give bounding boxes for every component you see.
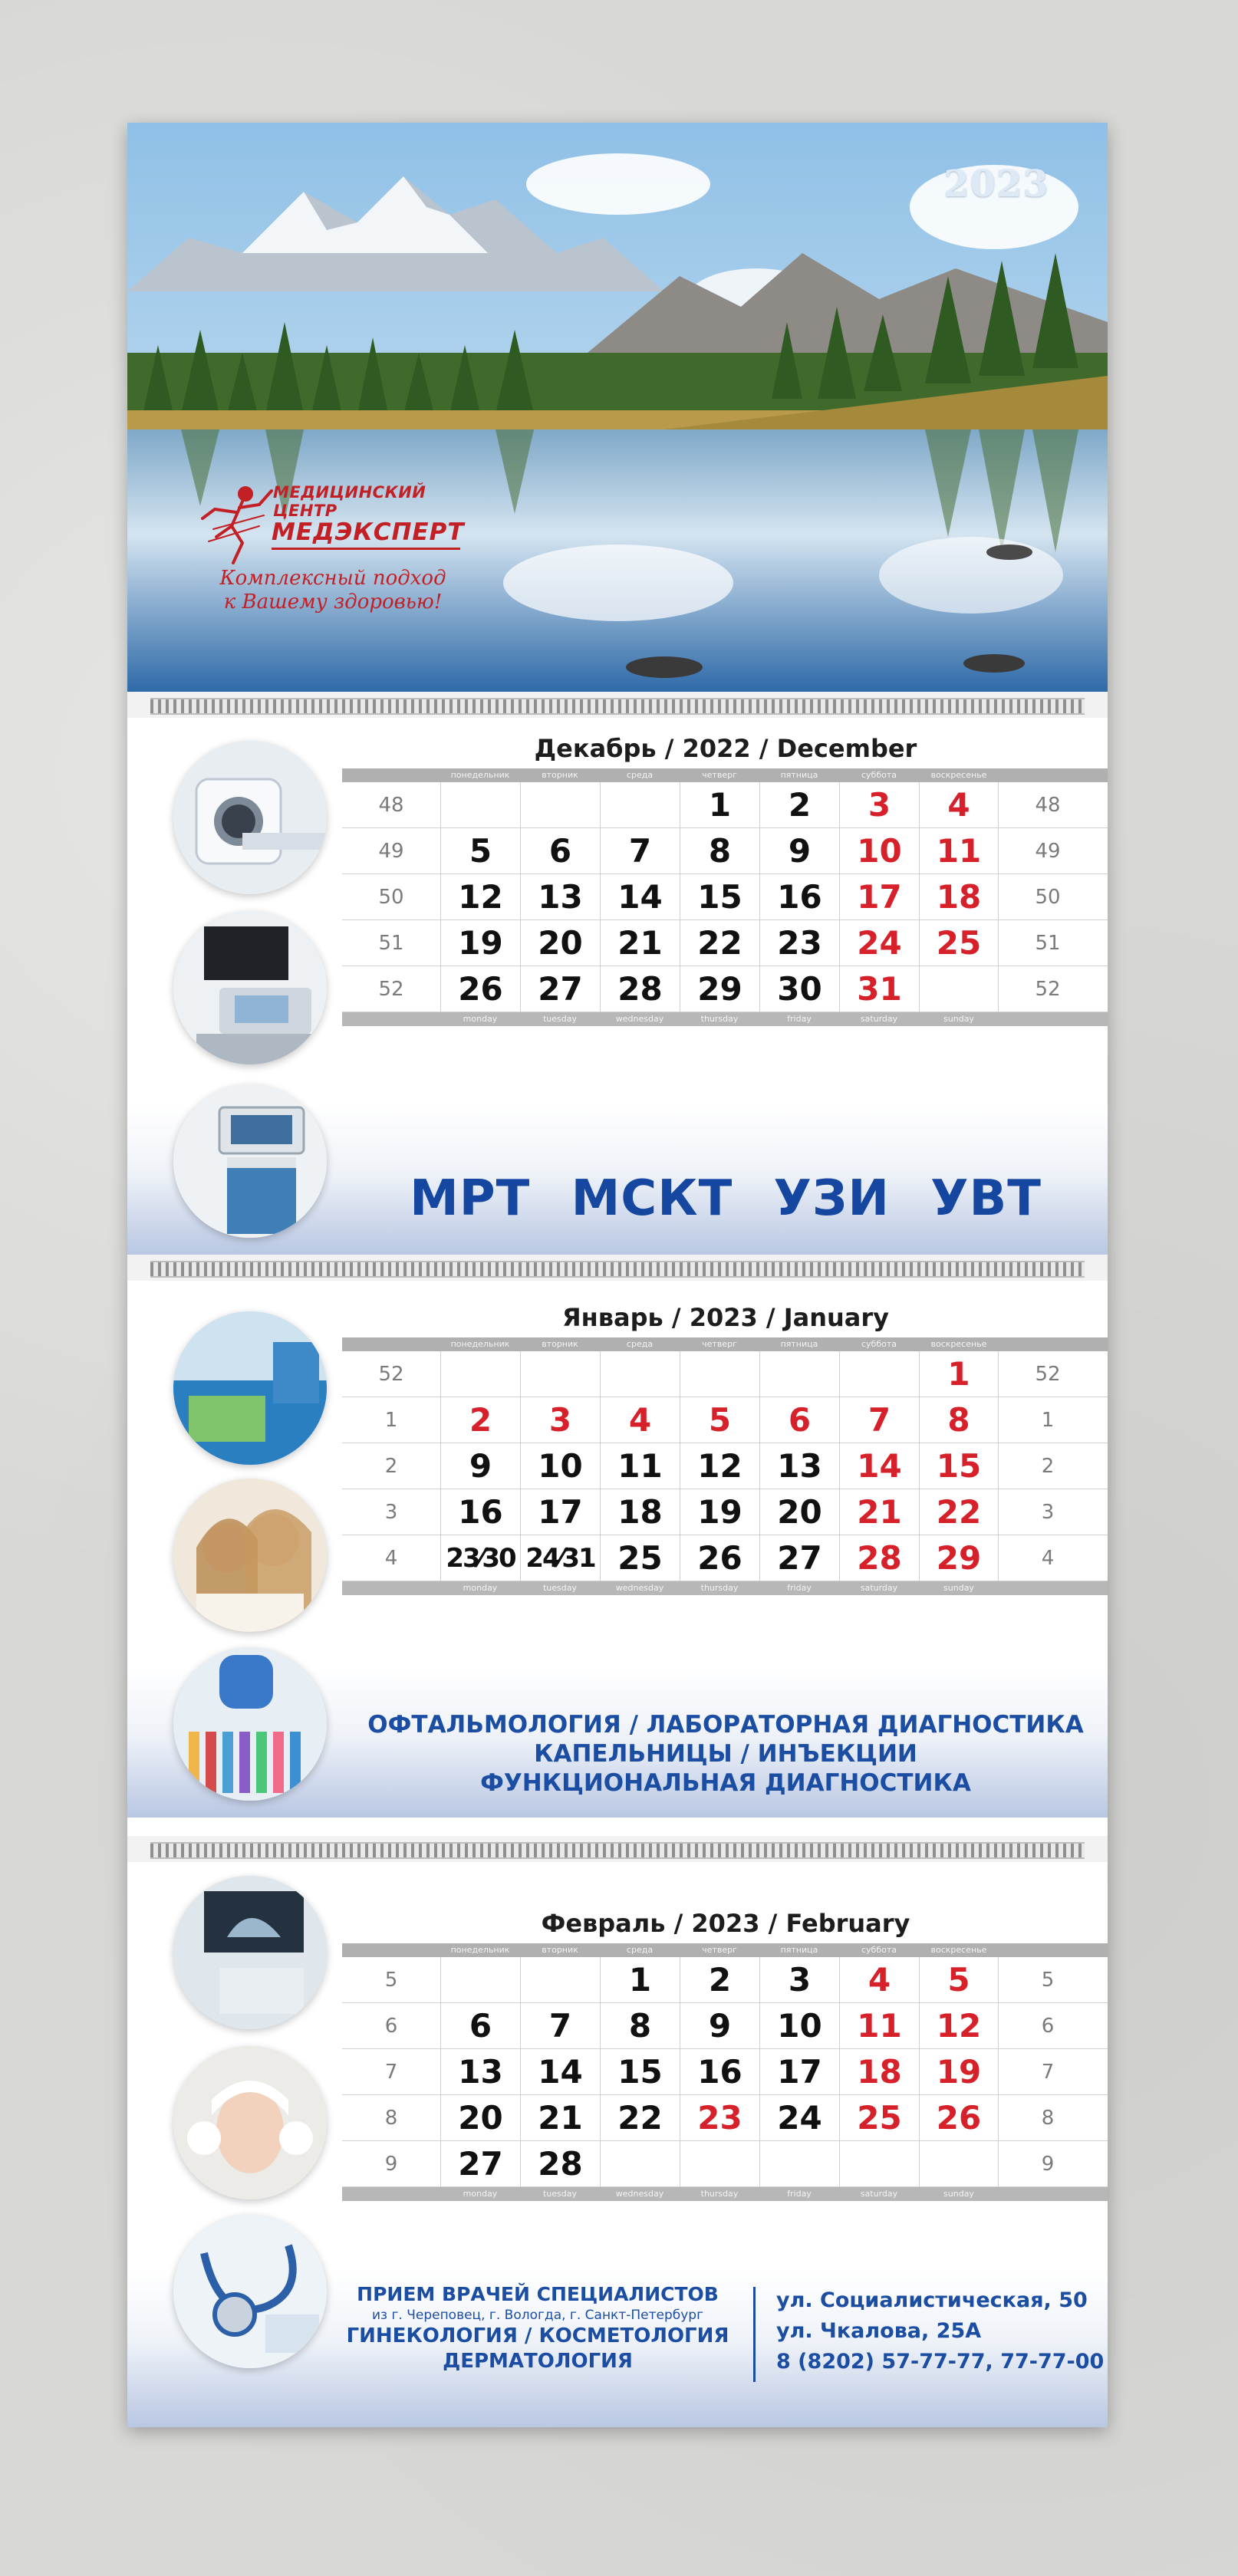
week-number: 2: [1041, 1455, 1055, 1478]
slogan-line-2: к Вашему здоровью!: [223, 591, 443, 614]
weekday-label-en: sunday: [943, 1014, 974, 1024]
day-cell: 1: [680, 782, 759, 827]
day-cell: 21: [520, 2095, 600, 2140]
day-cell: 27: [520, 966, 600, 1012]
eye-test-family-photo: [173, 1479, 327, 1632]
runner-icon: [198, 483, 275, 568]
day-cell: 24: [839, 920, 919, 966]
week-number: 51: [378, 932, 404, 955]
test-tubes-photo: [173, 1647, 327, 1801]
week-row: [342, 2141, 1108, 2187]
day-cell: 12: [919, 2003, 999, 2048]
specialties-line-2: ДЕРМАТОЛОГИЯ: [443, 2350, 633, 2373]
day-cell: 9: [759, 828, 839, 873]
weekday-label-en: friday: [787, 1014, 812, 1024]
weekday-label-en: wednesday: [615, 2189, 664, 2199]
week-row: [342, 1397, 1108, 1443]
spiral-binding: [127, 692, 1108, 718]
specialties-line-1: ГИНЕКОЛОГИЯ / КОСМЕТОЛОГИЯ: [346, 2324, 729, 2347]
weekday-header-spacer: [999, 1943, 1097, 1957]
day-cell: 1: [919, 1351, 999, 1397]
day-cell: 26: [680, 1535, 759, 1581]
day-cell: 18: [919, 874, 999, 920]
weekday-header-ru: [342, 768, 1108, 782]
week-row: [342, 1443, 1108, 1489]
day-cell: 23: [759, 920, 839, 966]
day-cell: 18: [600, 1489, 680, 1535]
day-cell: 2: [440, 1397, 520, 1443]
weekday-header-ru: [342, 1943, 1108, 1957]
day-cell: 6: [440, 2003, 520, 2048]
day-cell: 26: [440, 966, 520, 1012]
section-february: [127, 1862, 1108, 2427]
calendar-sheet: [127, 123, 1108, 2427]
day-cell: 21: [839, 1489, 919, 1535]
week-row: [342, 782, 1108, 828]
day-cell: 10: [520, 1443, 600, 1489]
footer-divider: [753, 2287, 756, 2382]
day-cell: [520, 782, 600, 827]
day-cell: 25: [600, 1535, 680, 1581]
specialists-cities: из г. Череповец, г. Вологда, г. Санкт-Петербург: [371, 2308, 704, 2323]
day-cell: 3: [520, 1397, 600, 1443]
weekday-label-ru: воскресенье: [930, 770, 987, 780]
day-cell: 5: [680, 1397, 759, 1443]
day-cell: 5: [440, 828, 520, 873]
year-label: 2023: [943, 163, 1049, 206]
week-row: [342, 920, 1108, 966]
week-number: 5: [1041, 1969, 1055, 1992]
day-cell: 3: [759, 1957, 839, 2002]
day-cell: 28: [520, 2141, 600, 2186]
weekday-footer-en: [342, 1012, 1108, 1026]
day-cell: 11: [600, 1443, 680, 1489]
weekday-label-en: tuesday: [542, 2189, 578, 2199]
day-cell: 5: [919, 1957, 999, 2002]
weekday-label-en: thursday: [700, 1583, 739, 1593]
specialists-title: ПРИЕМ ВРАЧЕЙ СПЕЦИАЛИСТОВ: [357, 2283, 719, 2305]
service-line-1: ОФТАЛЬМОЛОГИЯ / ЛАБОРАТОРНАЯ ДИАГНОСТИКА: [367, 1711, 1084, 1739]
address-1: ул. Социалистическая, 50: [776, 2288, 1088, 2312]
week-number: 9: [1041, 2153, 1055, 2176]
week-number: 49: [378, 840, 404, 863]
specialists-info: [342, 2282, 733, 2374]
logo-title: МЕДЭКСПЕРТ: [272, 518, 465, 546]
weekday-label-ru: четверг: [702, 1339, 737, 1349]
day-cell: 7: [520, 2003, 600, 2048]
weekday-footer-spacer: [342, 2187, 440, 2201]
week-number: 52: [1035, 978, 1061, 1001]
day-cell: 22: [680, 920, 759, 966]
weekday-label-en: thursday: [700, 1014, 739, 1024]
weekday-label-ru: понедельник: [450, 770, 510, 780]
day-cell: 15: [919, 1443, 999, 1489]
week-row: [342, 1957, 1108, 2003]
week-number: 52: [378, 1363, 404, 1386]
day-cell: 12: [440, 874, 520, 920]
day-cell: 19: [680, 1489, 759, 1535]
day-cell: 8: [919, 1397, 999, 1443]
day-cell: [600, 1351, 680, 1397]
weekday-label-ru: четверг: [702, 770, 737, 780]
weekday-footer-spacer: [342, 1012, 440, 1026]
week-row: [342, 874, 1108, 920]
week-row: [342, 1535, 1108, 1581]
day-cell: 24: [759, 2095, 839, 2140]
week-row: [342, 1351, 1108, 1397]
weekday-label-ru: воскресенье: [930, 1945, 987, 1955]
day-cell: 11: [919, 828, 999, 873]
day-cell: 22: [919, 1489, 999, 1535]
day-cell: 18: [839, 2049, 919, 2094]
week-number: 50: [378, 886, 404, 909]
phone-numbers: 8 (8202) 57-77-77, 77-77-00: [776, 2350, 1105, 2374]
day-cell: 4: [919, 782, 999, 827]
ultrasound-machine-photo: [173, 911, 327, 1064]
week-row: [342, 2049, 1108, 2095]
weekday-label-ru: пятница: [780, 1339, 818, 1349]
week-number: 48: [378, 794, 404, 817]
slogan-line-1: Комплексный подход: [219, 567, 446, 590]
weekday-header-spacer: [999, 1337, 1097, 1351]
day-cell: 17: [759, 2049, 839, 2094]
weekday-label-en: saturday: [860, 2189, 898, 2199]
week-number: 52: [378, 978, 404, 1001]
day-cell: 23: [680, 2095, 759, 2140]
week-number: 3: [1041, 1501, 1055, 1524]
day-cell: [440, 1957, 520, 2002]
week-number: 8: [384, 2107, 398, 2130]
day-cell: 11: [839, 2003, 919, 2048]
weekday-footer-en: [342, 2187, 1108, 2201]
day-cell: 16: [759, 874, 839, 920]
day-cell: 14: [839, 1443, 919, 1489]
weekday-label-en: tuesday: [542, 1014, 578, 1024]
weekday-header-spacer: [342, 768, 440, 782]
weekday-label-en: monday: [463, 1583, 498, 1593]
day-cell: 15: [600, 2049, 680, 2094]
spiral-binding: [127, 1836, 1108, 1862]
day-cell: 2: [759, 782, 839, 827]
weekday-header-spacer: [999, 768, 1097, 782]
day-cell: 20: [440, 2095, 520, 2140]
day-cell: [839, 1351, 919, 1397]
weekday-footer-spacer: [999, 1581, 1097, 1595]
address-2: ул. Чкалова, 25А: [776, 2319, 982, 2343]
day-cell: 13: [440, 2049, 520, 2094]
week-number: 6: [384, 2015, 398, 2038]
contacts: [776, 2285, 1104, 2377]
spiral-binding: [127, 1255, 1108, 1281]
day-cell: 6: [520, 828, 600, 873]
day-cell: 30: [759, 966, 839, 1012]
day-cell: 13: [759, 1443, 839, 1489]
week-number: 4: [384, 1547, 398, 1570]
day-cell: 4: [839, 1957, 919, 2002]
day-cell: 23⁄30: [440, 1535, 520, 1581]
weekday-header-spacer: [342, 1337, 440, 1351]
day-cell: 28: [600, 966, 680, 1012]
weekday-footer-spacer: [342, 1581, 440, 1595]
weekday-label-ru: вторник: [542, 1339, 578, 1349]
weekday-label-ru: среда: [626, 1945, 654, 1955]
week-row: [342, 1489, 1108, 1535]
day-cell: [919, 2141, 999, 2186]
service-line-2: КАПЕЛЬНИЦЫ / ИНЪЕКЦИИ: [534, 1740, 917, 1768]
week-number: 52: [1035, 1363, 1061, 1386]
calendar-grid: [342, 729, 1108, 1026]
weekday-footer-spacer: [999, 2187, 1097, 2201]
week-number: 7: [1041, 2061, 1055, 2084]
weekday-label-en: monday: [463, 1014, 498, 1024]
week-number: 6: [1041, 2015, 1055, 2038]
weekday-label-ru: вторник: [542, 1945, 578, 1955]
service-line-3: ФУНКЦИОНАЛЬНАЯ ДИАГНОСТИКА: [480, 1769, 971, 1797]
mri-scanner-photo: [173, 741, 327, 894]
day-cell: 17: [839, 874, 919, 920]
day-cell: 26: [919, 2095, 999, 2140]
day-cell: 7: [839, 1397, 919, 1443]
stethoscope-photo: [173, 2215, 327, 2368]
week-number: 2: [384, 1455, 398, 1478]
weekday-header-spacer: [342, 1943, 440, 1957]
month-title: Январь / 2023 / January: [561, 1303, 890, 1332]
weekday-label-ru: понедельник: [450, 1339, 510, 1349]
header-photo: [127, 123, 1108, 692]
day-cell: 4: [600, 1397, 680, 1443]
week-row: [342, 828, 1108, 874]
week-number: 5: [384, 1969, 398, 1992]
day-cell: 7: [600, 828, 680, 873]
day-cell: 2: [680, 1957, 759, 2002]
day-cell: 19: [440, 920, 520, 966]
section-december: [127, 718, 1108, 1255]
day-cell: 24⁄31: [520, 1535, 600, 1581]
weekday-label-en: wednesday: [615, 1014, 664, 1024]
day-cell: [520, 1957, 600, 2002]
day-cell: 31: [839, 966, 919, 1012]
weekday-label-ru: пятница: [780, 770, 818, 780]
day-cell: [839, 2141, 919, 2186]
month-title: Декабрь / 2022 / December: [534, 734, 917, 763]
day-cell: 8: [680, 828, 759, 873]
cosmetology-photo: [173, 2046, 327, 2199]
slogan: [198, 567, 468, 614]
day-cell: 3: [839, 782, 919, 827]
weekday-label-en: sunday: [943, 2189, 974, 2199]
weekday-label-en: monday: [463, 2189, 498, 2199]
day-cell: 17: [520, 1489, 600, 1535]
day-cell: [600, 2141, 680, 2186]
day-cell: [680, 1351, 759, 1397]
week-number: 49: [1035, 840, 1061, 863]
day-cell: [520, 1351, 600, 1397]
weekday-label-en: saturday: [860, 1014, 898, 1024]
weekday-label-en: sunday: [943, 1583, 974, 1593]
laboratory-photo: [173, 1311, 327, 1465]
weekday-label-ru: пятница: [780, 1945, 818, 1955]
day-cell: [759, 2141, 839, 2186]
week-number: 9: [384, 2153, 398, 2176]
day-cell: 27: [440, 2141, 520, 2186]
day-cell: [440, 1351, 520, 1397]
day-cell: [919, 966, 999, 1012]
weekday-label-en: saturday: [860, 1583, 898, 1593]
weekday-label-en: tuesday: [542, 1583, 578, 1593]
day-cell: 8: [600, 2003, 680, 2048]
shockwave-device-photo: [173, 1084, 327, 1238]
services-banner: МРТ МСКТ УЗИ УВТ: [410, 1170, 1042, 1227]
weekday-label-ru: среда: [626, 1339, 654, 1349]
weekday-label-ru: воскресенье: [930, 1339, 987, 1349]
day-cell: 20: [520, 920, 600, 966]
week-number: 51: [1035, 932, 1061, 955]
weekday-label-en: friday: [787, 2189, 812, 2199]
week-number: 50: [1035, 886, 1061, 909]
week-number: 1: [1041, 1409, 1055, 1432]
logo-subtitle: МЕДИЦИНСКИЙ ЦЕНТР: [273, 483, 426, 520]
day-cell: 15: [680, 874, 759, 920]
clinic-logo: [198, 483, 474, 614]
weekday-label-ru: суббота: [861, 770, 897, 780]
week-number: 1: [384, 1409, 398, 1432]
weekday-footer-en: [342, 1581, 1108, 1595]
weekday-label-en: friday: [787, 1583, 812, 1593]
day-cell: 16: [680, 2049, 759, 2094]
day-cell: 22: [600, 2095, 680, 2140]
week-number: 48: [1035, 794, 1061, 817]
logo-underline: [272, 548, 460, 550]
weekday-label-en: wednesday: [615, 1583, 664, 1593]
day-cell: 13: [520, 874, 600, 920]
day-cell: [759, 1351, 839, 1397]
day-cell: [680, 2141, 759, 2186]
day-cell: 9: [680, 2003, 759, 2048]
weekday-label-ru: суббота: [861, 1339, 897, 1349]
month-title: Февраль / 2023 / February: [541, 1909, 910, 1938]
weekday-footer-spacer: [999, 1012, 1097, 1026]
weekday-label-ru: вторник: [542, 770, 578, 780]
week-number: 7: [384, 2061, 398, 2084]
day-cell: [440, 782, 520, 827]
day-cell: 9: [440, 1443, 520, 1489]
day-cell: 19: [919, 2049, 999, 2094]
week-row: [342, 966, 1108, 1012]
calendar-grid: [342, 1298, 1108, 1595]
day-cell: 14: [600, 874, 680, 920]
day-cell: 29: [680, 966, 759, 1012]
weekday-label-en: thursday: [700, 2189, 739, 2199]
week-number: 8: [1041, 2107, 1055, 2130]
weekday-label-ru: суббота: [861, 1945, 897, 1955]
ultrasound-scan-photo: [173, 1876, 327, 2029]
week-number: 3: [384, 1501, 398, 1524]
calendar-grid: [342, 1903, 1108, 2201]
day-cell: 27: [759, 1535, 839, 1581]
day-cell: 21: [600, 920, 680, 966]
day-cell: 20: [759, 1489, 839, 1535]
day-cell: 29: [919, 1535, 999, 1581]
week-row: [342, 2003, 1108, 2049]
weekday-label-ru: среда: [626, 770, 654, 780]
day-cell: 14: [520, 2049, 600, 2094]
day-cell: 16: [440, 1489, 520, 1535]
services-list: [342, 1710, 1108, 1798]
day-cell: 10: [759, 2003, 839, 2048]
day-cell: 12: [680, 1443, 759, 1489]
weekday-header-ru: [342, 1337, 1108, 1351]
week-row: [342, 2095, 1108, 2141]
week-number: 4: [1041, 1547, 1055, 1570]
day-cell: 1: [600, 1957, 680, 2002]
day-cell: 25: [919, 920, 999, 966]
day-cell: 25: [839, 2095, 919, 2140]
day-cell: [600, 782, 680, 827]
day-cell: 28: [839, 1535, 919, 1581]
weekday-label-ru: понедельник: [450, 1945, 510, 1955]
day-cell: 6: [759, 1397, 839, 1443]
day-cell: 10: [839, 828, 919, 873]
section-january: [127, 1281, 1108, 1818]
weekday-label-ru: четверг: [702, 1945, 737, 1955]
